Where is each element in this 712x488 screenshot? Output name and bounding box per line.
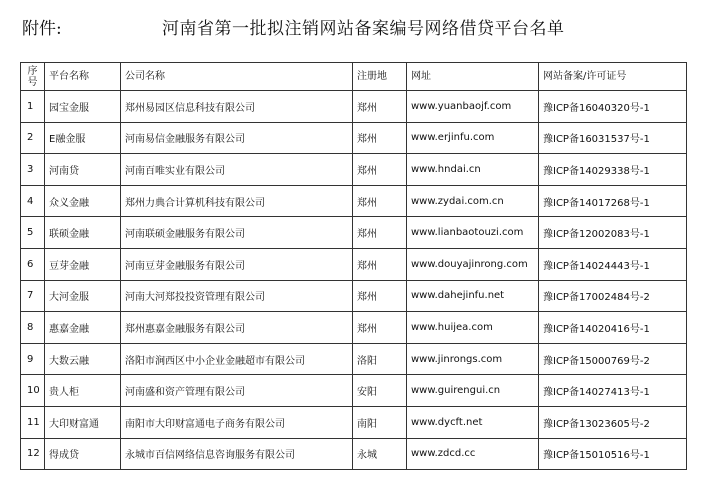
registration-location: 郑州	[353, 248, 407, 280]
column-header-platform: 平台名称	[45, 63, 121, 91]
company-name: 河南易信金融服务有限公司	[121, 122, 353, 154]
table-row	[21, 438, 687, 470]
table-row	[21, 185, 687, 217]
table-body	[21, 91, 687, 470]
row-number: 10	[21, 375, 45, 407]
platform-name: 大数云融	[45, 343, 121, 375]
platform-name: 河南贷	[45, 154, 121, 186]
website-url: www.yuanbaojf.com	[407, 91, 539, 123]
registration-location: 郑州	[353, 312, 407, 344]
row-number: 8	[21, 312, 45, 344]
company-name: 郑州惠嘉金融服务有限公司	[121, 312, 353, 344]
registration-location: 郑州	[353, 122, 407, 154]
registration-location: 永城	[353, 438, 407, 470]
company-name: 河南联硕金融服务有限公司	[121, 217, 353, 249]
company-name: 洛阳市涧西区中小企业金融超市有限公司	[121, 343, 353, 375]
table-row	[21, 217, 687, 249]
website-url: www.huijea.com	[407, 312, 539, 344]
license-number: 豫ICP备13023605号-2	[539, 406, 687, 438]
platform-name: 大河金服	[45, 280, 121, 312]
table-row	[21, 312, 687, 344]
website-url: www.zdcd.cc	[407, 438, 539, 470]
company-name: 河南百唯实业有限公司	[121, 154, 353, 186]
registration-location: 郑州	[353, 217, 407, 249]
platform-name: 园宝金服	[45, 91, 121, 123]
column-header-url: 网址	[407, 63, 539, 91]
website-url: www.zydai.com.cn	[407, 185, 539, 217]
license-number: 豫ICP备16040320号-1	[539, 91, 687, 123]
registration-location: 郑州	[353, 280, 407, 312]
document-header	[0, 0, 712, 56]
table-row	[21, 280, 687, 312]
table-row	[21, 248, 687, 280]
column-header-num: 序号	[21, 63, 45, 91]
website-url: www.hndai.cn	[407, 154, 539, 186]
attachment-label: 附件:	[22, 19, 62, 39]
license-number: 豫ICP备16031537号-1	[539, 122, 687, 154]
website-url: www.erjinfu.com	[407, 122, 539, 154]
column-header-location: 注册地	[353, 63, 407, 91]
table-row	[21, 343, 687, 375]
row-number: 12	[21, 438, 45, 470]
row-number: 2	[21, 122, 45, 154]
row-number: 1	[21, 91, 45, 123]
platform-name: 大印财富通	[45, 406, 121, 438]
platform-list-table	[20, 62, 687, 470]
license-number: 豫ICP备14029338号-1	[539, 154, 687, 186]
website-url: www.jinrongs.com	[407, 343, 539, 375]
row-number: 7	[21, 280, 45, 312]
registration-location: 洛阳	[353, 343, 407, 375]
header-row	[21, 63, 687, 91]
platform-name: 豆芽金融	[45, 248, 121, 280]
table-row	[21, 406, 687, 438]
registration-location: 郑州	[353, 91, 407, 123]
platform-name: 得成贷	[45, 438, 121, 470]
license-number: 豫ICP备15010516号-1	[539, 438, 687, 470]
company-name: 郑州力典合计算机科技有限公司	[121, 185, 353, 217]
platform-name: 贵人柜	[45, 375, 121, 407]
company-name: 永城市百信网络信息咨询服务有限公司	[121, 438, 353, 470]
company-name: 河南豆芽金融服务有限公司	[121, 248, 353, 280]
license-number: 豫ICP备14017268号-1	[539, 185, 687, 217]
table-row	[21, 91, 687, 123]
website-url: www.guirengui.cn	[407, 375, 539, 407]
column-header-company: 公司名称	[121, 63, 353, 91]
company-name: 南阳市大印财富通电子商务有限公司	[121, 406, 353, 438]
website-url: www.dahejinfu.net	[407, 280, 539, 312]
platform-name: 惠嘉金融	[45, 312, 121, 344]
license-number: 豫ICP备15000769号-2	[539, 343, 687, 375]
license-number: 豫ICP备14020416号-1	[539, 312, 687, 344]
platform-name: 联硕金融	[45, 217, 121, 249]
company-name: 郑州易园区信息科技有限公司	[121, 91, 353, 123]
company-name: 河南大河郑投投资管理有限公司	[121, 280, 353, 312]
row-number: 3	[21, 154, 45, 186]
column-header-license: 网站备案/许可证号	[539, 63, 687, 91]
table-header	[21, 63, 687, 91]
row-number: 4	[21, 185, 45, 217]
registration-location: 安阳	[353, 375, 407, 407]
row-number: 5	[21, 217, 45, 249]
row-number: 6	[21, 248, 45, 280]
row-number: 11	[21, 406, 45, 438]
platform-name: E融金服	[45, 122, 121, 154]
table-row	[21, 375, 687, 407]
website-url: www.lianbaotouzi.com	[407, 217, 539, 249]
registration-location: 南阳	[353, 406, 407, 438]
license-number: 豫ICP备14027413号-1	[539, 375, 687, 407]
website-url: www.dycft.net	[407, 406, 539, 438]
license-number: 豫ICP备17002484号-2	[539, 280, 687, 312]
registration-location: 郑州	[353, 185, 407, 217]
license-number: 豫ICP备14024443号-1	[539, 248, 687, 280]
company-name: 河南盛和资产管理有限公司	[121, 375, 353, 407]
registration-location: 郑州	[353, 154, 407, 186]
row-number: 9	[21, 343, 45, 375]
document-title: 河南省第一批拟注销网站备案编号网络借贷平台名单	[162, 19, 565, 39]
table-row	[21, 154, 687, 186]
website-url: www.douyajinrong.com	[407, 248, 539, 280]
table-row	[21, 122, 687, 154]
platform-name: 众义金融	[45, 185, 121, 217]
license-number: 豫ICP备12002083号-1	[539, 217, 687, 249]
